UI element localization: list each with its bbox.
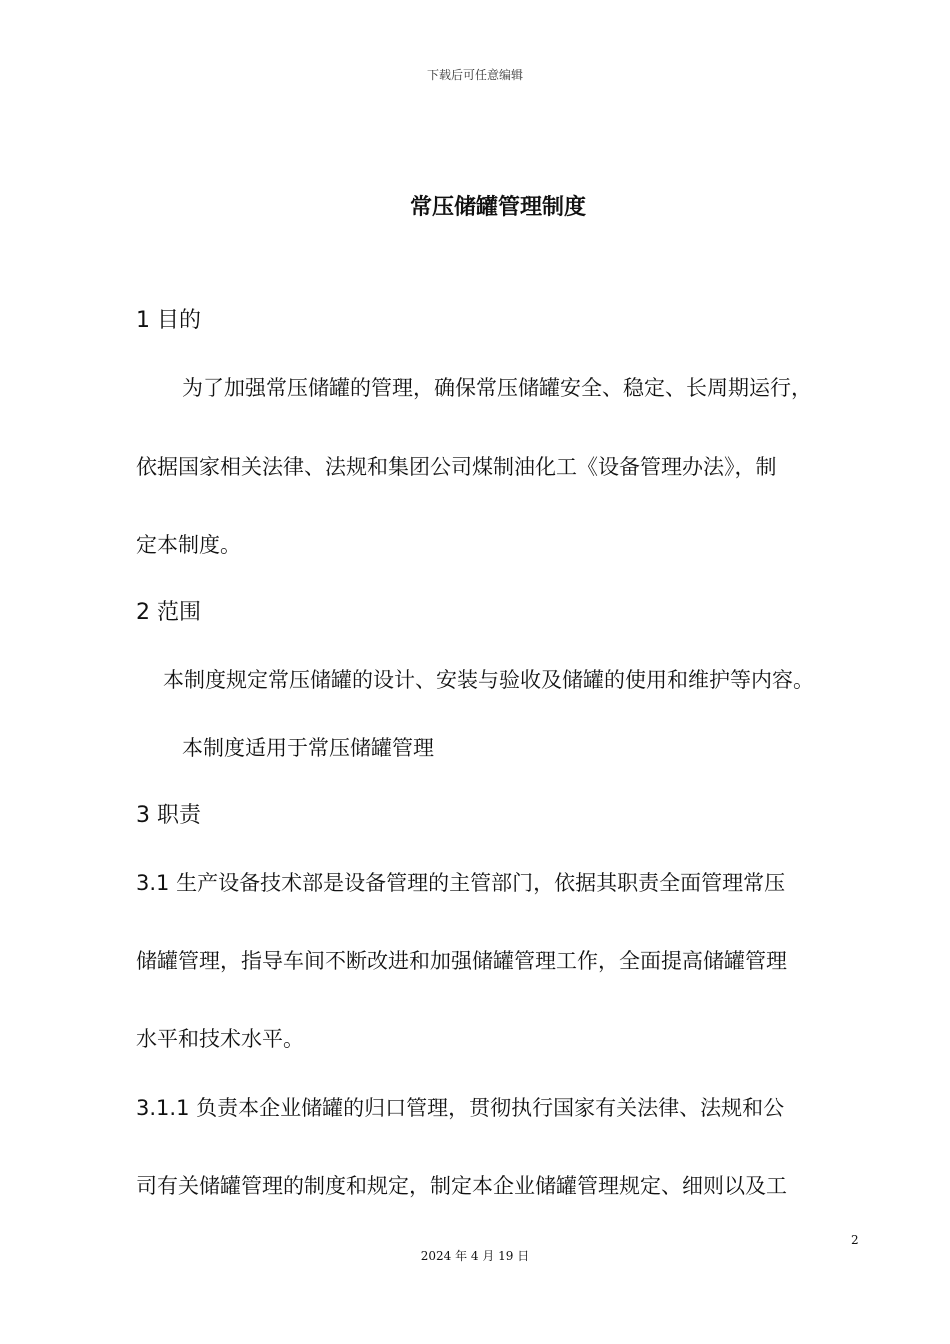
page-number: 2 [851,1233,859,1247]
paragraph-line: 为了加强常压储罐的管理，确保常压储罐安全、稳定、长周期运行， [182,376,812,400]
paragraph-line: 本制度适用于常压储罐管理 [182,736,434,760]
page-header-note: 下载后可任意编辑 [426,68,523,82]
section-heading-responsibilities: 3 职责 [136,803,201,828]
paragraph-line: 3.1.1 负责本企业储罐的归口管理，贯彻执行国家有关法律、法规和公 [136,1096,785,1120]
footer-date: 2024 年 4 月 19 日 [420,1249,530,1263]
paragraph-line: 3.1 生产设备技术部是设备管理的主管部门，依据其职责全面管理常压 [136,871,786,895]
paragraph-line: 水平和技术水平。 [136,1027,304,1051]
paragraph-line: 本制度规定常压储罐的设计、安装与验收及储罐的使用和维护等内容。 [163,668,814,692]
paragraph-line: 依据国家相关法律、法规和集团公司煤制油化工《设备管理办法》，制 [136,455,777,479]
paragraph-line: 储罐管理，指导车间不断改进和加强储罐管理工作，全面提高储罐管理 [136,949,787,973]
section-heading-purpose: 1 目的 [136,308,201,333]
document-title: 常压储罐管理制度 [409,195,586,220]
section-heading-scope: 2 范围 [136,600,201,625]
paragraph-line: 定本制度。 [136,533,241,557]
paragraph-line: 司有关储罐管理的制度和规定，制定本企业储罐管理规定、细则以及工 [136,1174,787,1198]
